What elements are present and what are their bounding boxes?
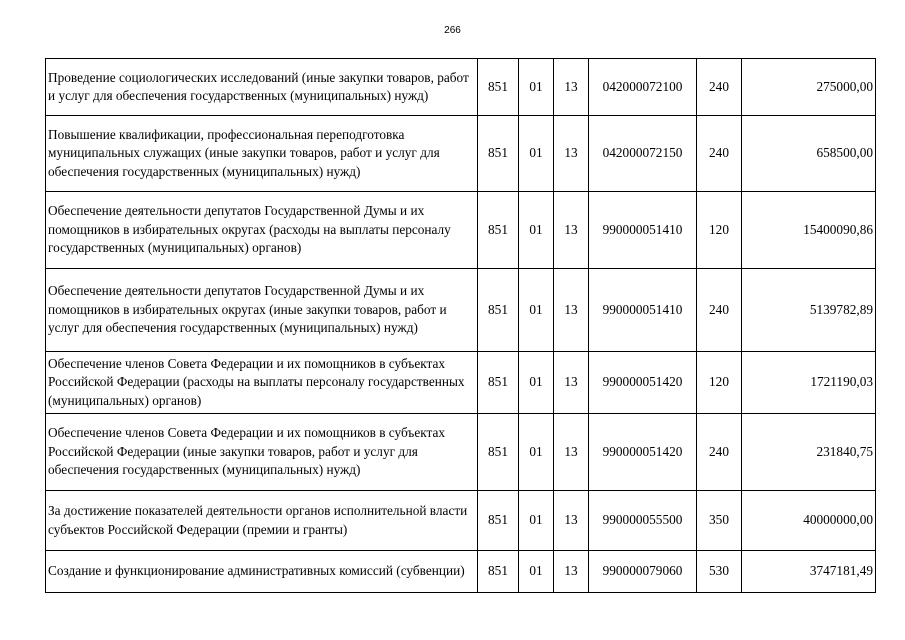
amount: 15400090,86 <box>742 192 876 269</box>
expense-type-code: 240 <box>697 269 742 352</box>
expense-name: Создание и функционирование административных комиссий (субвенции) <box>46 551 478 593</box>
table-body <box>46 59 876 593</box>
table-row <box>46 491 876 551</box>
section-code: 01 <box>519 269 554 352</box>
expense-type-code: 530 <box>697 551 742 593</box>
expense-name: Обеспечение деятельности депутатов Государственной Думы и их помощников в избирательных округах (иные закупки товаров, работ и услуг для обеспечения государственных (муниципальных) нужд) <box>46 269 478 352</box>
section-code: 01 <box>519 491 554 551</box>
ministry-code: 851 <box>478 116 519 192</box>
subsection-code: 13 <box>554 414 589 491</box>
subsection-code: 13 <box>554 352 589 414</box>
expense-type-code: 240 <box>697 59 742 116</box>
subsection-code: 13 <box>554 491 589 551</box>
expense-name: Проведение социологических исследований (иные закупки товаров, работ и услуг для обеспечения государственных (муниципальных) нужд) <box>46 59 478 116</box>
amount: 40000000,00 <box>742 491 876 551</box>
ministry-code: 851 <box>478 269 519 352</box>
target-article-code: 042000072150 <box>589 116 697 192</box>
budget-table <box>45 58 876 593</box>
target-article-code: 990000051410 <box>589 192 697 269</box>
table-row <box>46 192 876 269</box>
section-code: 01 <box>519 551 554 593</box>
expense-type-code: 120 <box>697 192 742 269</box>
expense-name: Повышение квалификации, профессиональная переподготовка муниципальных служащих (иные закупки товаров, работ и услуг для обеспечения государственных (муниципальных) нужд) <box>46 116 478 192</box>
ministry-code: 851 <box>478 192 519 269</box>
subsection-code: 13 <box>554 269 589 352</box>
amount: 1721190,03 <box>742 352 876 414</box>
target-article-code: 990000051410 <box>589 269 697 352</box>
target-article-code: 990000055500 <box>589 491 697 551</box>
expense-name: За достижение показателей деятельности органов исполнительной власти субъектов Российской Федерации (премии и гранты) <box>46 491 478 551</box>
amount: 275000,00 <box>742 59 876 116</box>
page-number: 266 <box>444 25 461 36</box>
expense-type-code: 120 <box>697 352 742 414</box>
section-code: 01 <box>519 352 554 414</box>
table-row <box>46 414 876 491</box>
target-article-code: 990000051420 <box>589 352 697 414</box>
expense-type-code: 240 <box>697 414 742 491</box>
table-row <box>46 551 876 593</box>
section-code: 01 <box>519 116 554 192</box>
subsection-code: 13 <box>554 116 589 192</box>
target-article-code: 990000051420 <box>589 414 697 491</box>
table-row <box>46 59 876 116</box>
table-row <box>46 269 876 352</box>
subsection-code: 13 <box>554 551 589 593</box>
amount: 3747181,49 <box>742 551 876 593</box>
ministry-code: 851 <box>478 59 519 116</box>
table-row <box>46 352 876 414</box>
expense-name: Обеспечение членов Совета Федерации и их помощников в субъектах Российской Федерации (расходы на выплаты персоналу государственных (муниципальных) органов) <box>46 352 478 414</box>
subsection-code: 13 <box>554 192 589 269</box>
ministry-code: 851 <box>478 414 519 491</box>
subsection-code: 13 <box>554 59 589 116</box>
target-article-code: 042000072100 <box>589 59 697 116</box>
section-code: 01 <box>519 59 554 116</box>
expense-type-code: 240 <box>697 116 742 192</box>
expense-name: Обеспечение членов Совета Федерации и их помощников в субъектах Российской Федерации (иные закупки товаров, работ и услуг для обеспечения государственных (муниципальных) нужд) <box>46 414 478 491</box>
ministry-code: 851 <box>478 551 519 593</box>
amount: 5139782,89 <box>742 269 876 352</box>
expense-name: Обеспечение деятельности депутатов Государственной Думы и их помощников в избирательных округах (расходы на выплаты персоналу государственных (муниципальных) органов) <box>46 192 478 269</box>
amount: 658500,00 <box>742 116 876 192</box>
ministry-code: 851 <box>478 352 519 414</box>
section-code: 01 <box>519 192 554 269</box>
expense-type-code: 350 <box>697 491 742 551</box>
ministry-code: 851 <box>478 491 519 551</box>
table-row <box>46 116 876 192</box>
section-code: 01 <box>519 414 554 491</box>
amount: 231840,75 <box>742 414 876 491</box>
target-article-code: 990000079060 <box>589 551 697 593</box>
